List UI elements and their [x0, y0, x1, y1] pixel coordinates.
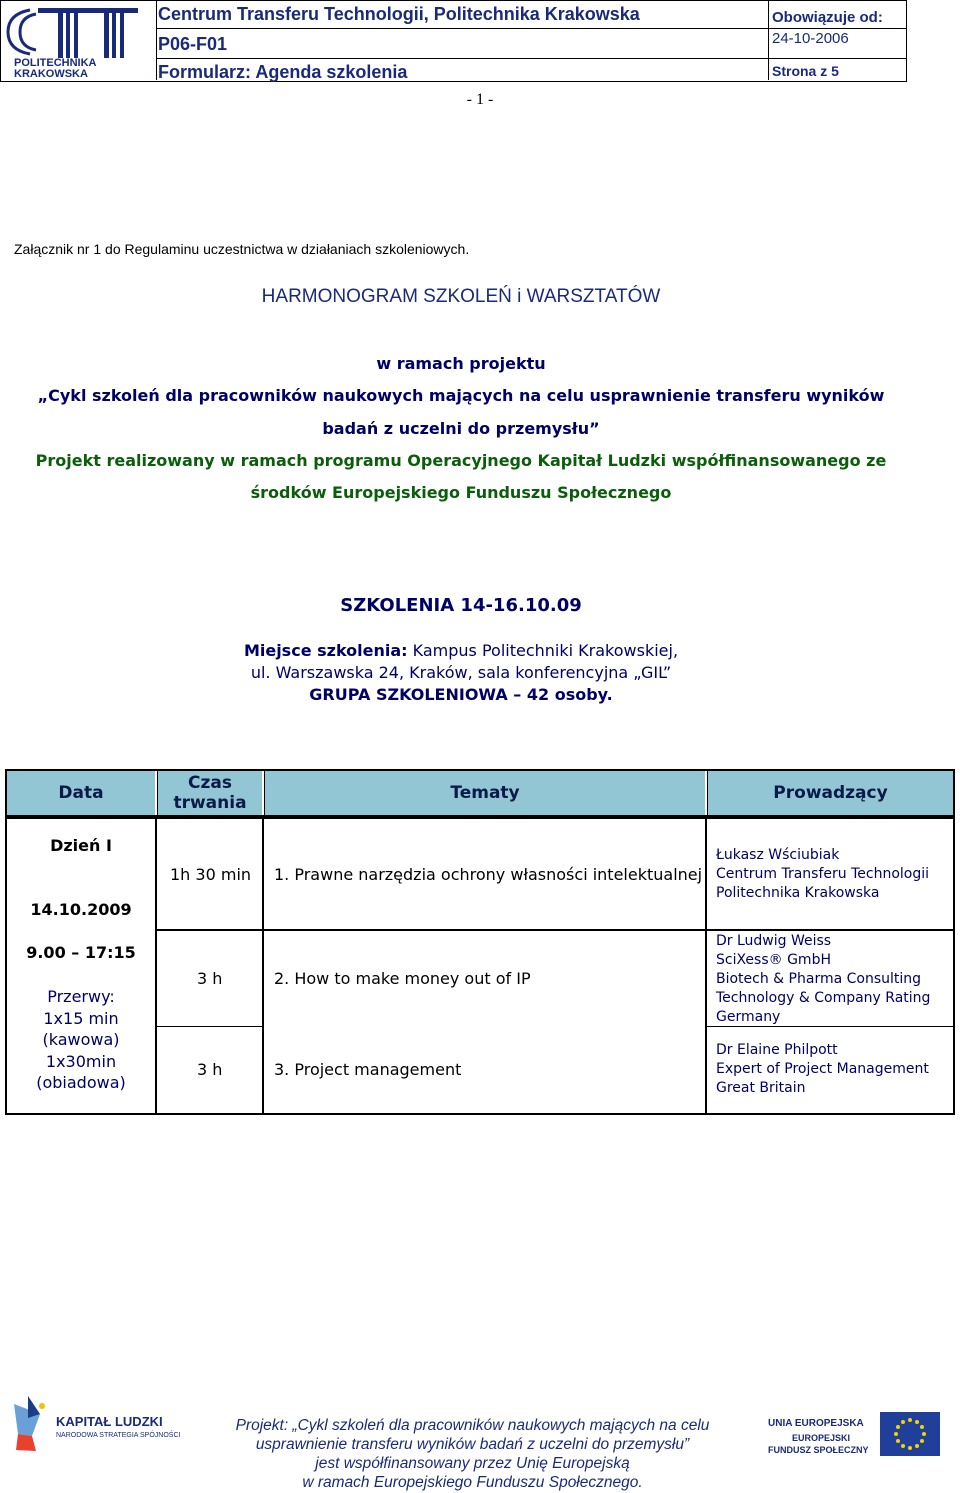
lead-2: Dr Ludwig Weiss SciXess® GmbH Biotech & Pharma Consulting Technology & Company Rating Germany	[716, 933, 931, 1025]
eu-flag-icon	[880, 1412, 940, 1456]
logo-text-1: POLITECHNIKA	[14, 57, 97, 69]
lead-3: Dr Elaine Philpott Expert of Project Management Great Britain	[716, 1042, 929, 1096]
annex-note: Załącznik nr 1 do Regulaminu uczestnictwa w działaniach szkoleniowych.	[14, 241, 470, 257]
project-name-2: badań z uczelni do przemysłu”	[322, 419, 600, 438]
page-label: Strona	[772, 63, 817, 79]
eu-text-2: EUROPEJSKI	[792, 1433, 851, 1443]
day-label: Dzień I	[50, 836, 112, 855]
kapital-ludzki-logo	[10, 1396, 190, 1456]
breaks-info: Przerwy: 1x15 min (kawowa) 1x30min (obiadowa)	[36, 987, 126, 1092]
footer-project-note: Projekt: „Cykl szkoleń dla pracowników naukowych mających na celu usprawnienie transferu wyników badań z uczelni do przemysłu” jest współfinansowany przez Unię Europejską w ramach Europejskiego Funduszu Społecznego.	[235, 1417, 710, 1491]
day-date: 14.10.2009	[30, 900, 132, 919]
eu-logo	[768, 1408, 948, 1468]
duration-2: 3 h	[197, 969, 223, 988]
place-label: Miejsce szkolenia:	[243, 641, 408, 660]
program-line-1: Projekt realizowany w ramach programu Operacyjnego Kapitał Ludzki współfinansowanego ze	[35, 451, 887, 470]
page-number: - 1 -	[466, 91, 494, 108]
eu-text-1: UNIA EUROPEJSKA	[768, 1418, 864, 1429]
duration-1: 1h 30 min	[170, 865, 252, 884]
lead-1: Łukasz Wściubiak Centrum Transferu Technologii Politechnika Krakowska	[716, 847, 930, 901]
kl-title: KAPITAŁ LUDZKI	[56, 1414, 163, 1429]
topic-1: 1. Prawne narzędzia ochrony własności intelektualnej	[274, 865, 703, 884]
document-header	[0, 0, 907, 82]
kl-sub: NARODOWA STRATEGIA SPÓJNOŚCI	[56, 1432, 181, 1439]
project-name-1: „Cykl szkoleń dla pracowników naukowych mających na celu usprawnienie transferu wyników	[37, 386, 885, 405]
topic-3: 3. Project management	[274, 1060, 462, 1079]
day-hours: 9.00 – 17:15	[26, 943, 136, 962]
session-title: SZKOLENIA 14-16.10.09	[340, 595, 582, 616]
program-line-2: środków Europejskiego Funduszu Społecznego	[250, 483, 672, 502]
header-form: Formularz: Agenda szkolenia	[158, 62, 408, 82]
header-code: P06-F01	[158, 34, 228, 54]
eu-text-3: FUNDUSZ SPOŁECZNY	[768, 1445, 869, 1455]
duration-3: 3 h	[197, 1060, 223, 1079]
topic-2: 2. How to make money out of IP	[274, 969, 531, 988]
valid-date: 24-10-2006	[772, 30, 849, 47]
session-address: ul. Warszawska 24, Kraków, sala konferencyjna „GIL”	[250, 663, 672, 682]
place-value: Kampus Politechniki Krakowskiej,	[412, 641, 679, 660]
logo-text-2: KRAKOWSKA	[14, 68, 88, 80]
valid-label: Obowiązuje od:	[772, 9, 883, 26]
project-intro: w ramach projektu	[376, 354, 546, 373]
col-header-tematy: Tematy	[264, 771, 705, 815]
col-header-data: Data	[7, 771, 155, 815]
ctt-logo	[0, 0, 157, 80]
document-title: HARMONOGRAM SZKOLEŃ i WARSZTATÓW	[261, 286, 661, 307]
col-header-czas: Czas trwania	[157, 771, 262, 815]
header-org: Centrum Transferu Technologii, Politechnika Krakowska	[158, 4, 640, 24]
col-header-prowadzacy: Prowadzący	[707, 771, 953, 815]
page-total: z 5	[820, 63, 839, 79]
session-group: GRUPA SZKOLENIOWA – 42 osoby.	[309, 685, 613, 704]
